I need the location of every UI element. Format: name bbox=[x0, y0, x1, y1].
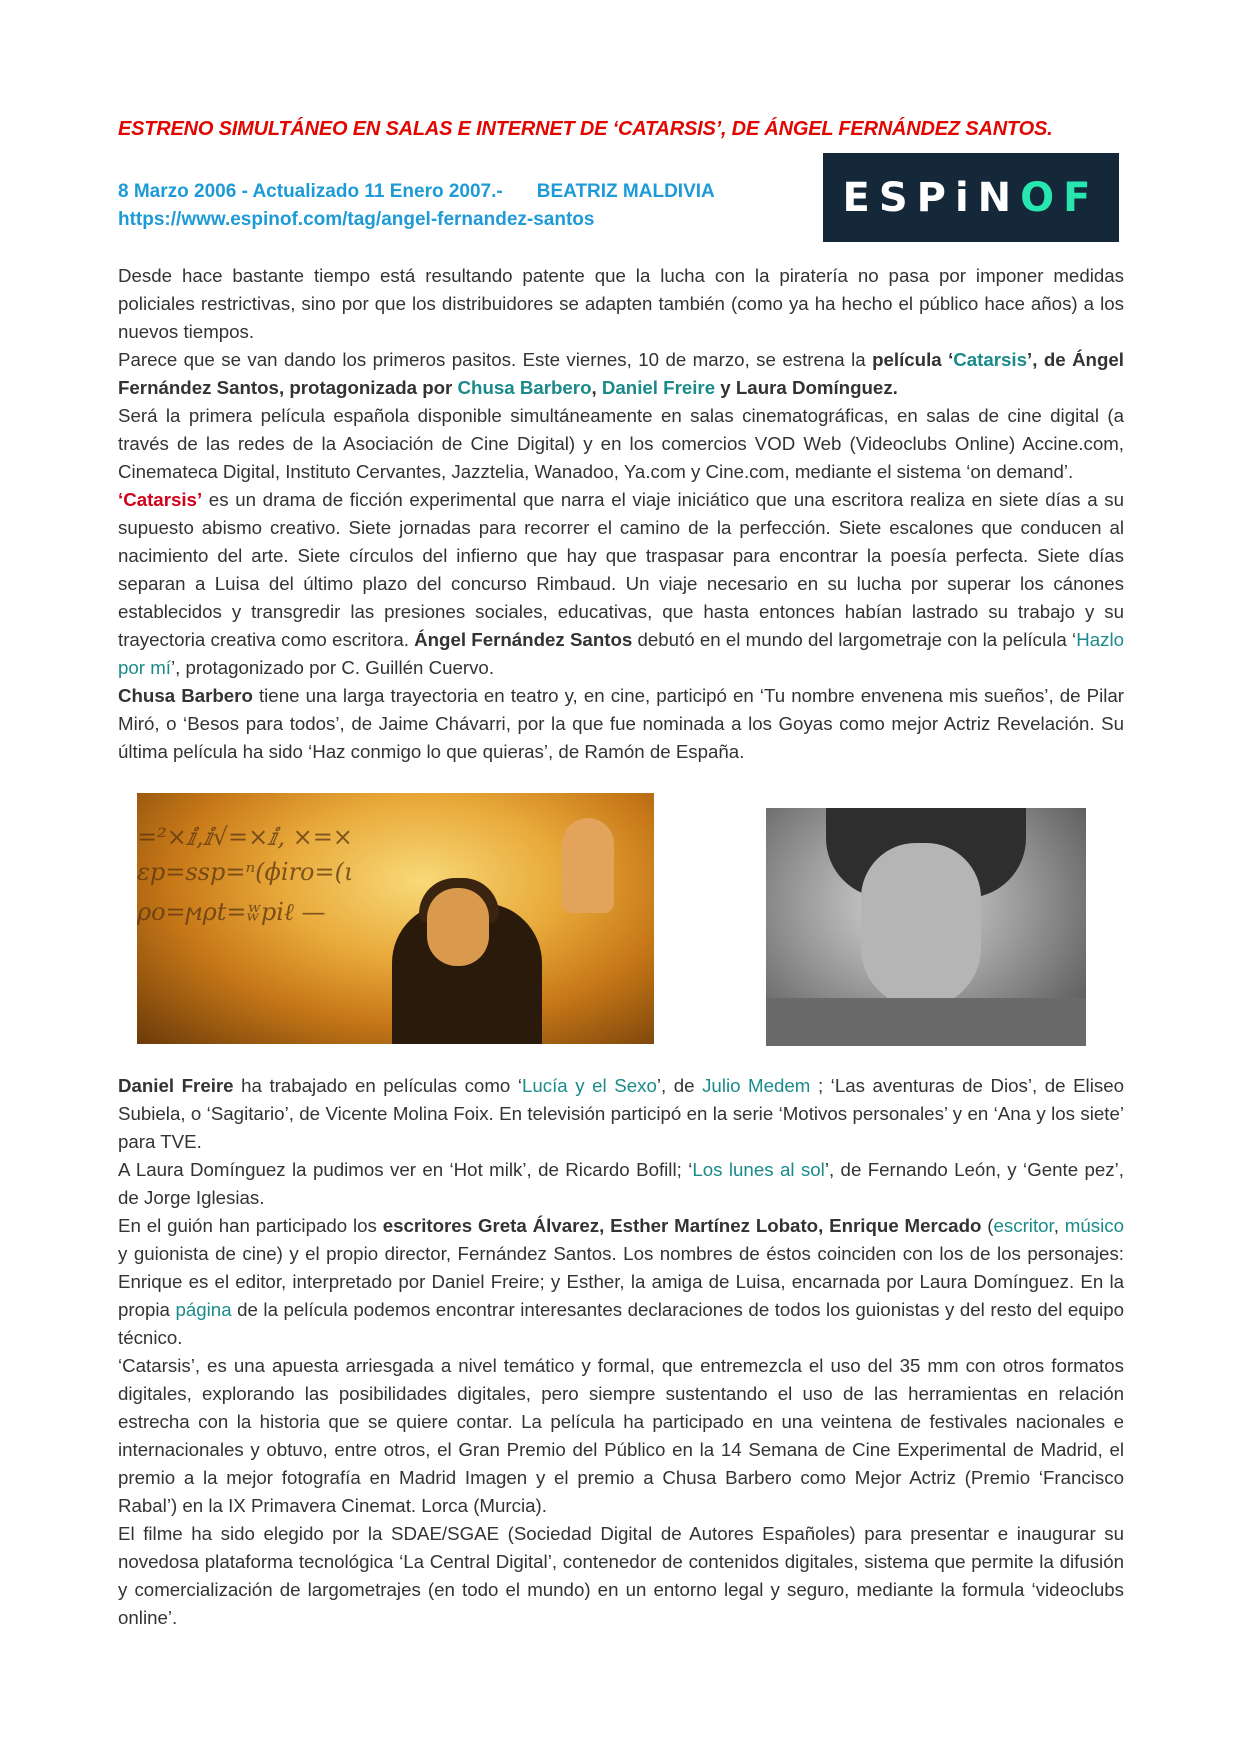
article-author: BEATRIZ MALDIVIA bbox=[536, 181, 715, 202]
paragraph-4: ‘Catarsis’ es un drama de ficción experimental que narra el viaje iniciático que una escritora realiza en siete días a su supuesto abismo creativo. Siete jornadas para recorrer el camino de la perfección. Siete escalones que conducen al nacimiento del arte. Siete círculos del infierno que hay que traspasar para encontrar la poesía perfecta. Siete días separan a Luisa del último plazo del concurso Rimbaud. Un viaje necesario en su lucha por superar los cánones establecidos y transgredir las presiones sociales, educativas, que hasta entonces habían lastrado su trabajo y su trayectoria creativa como escritora. Ángel Fernández Santos debutó en el mundo del largometraje con la película ‘Hazlo por mí’, protagonizado por C. Guillén Cuervo. bbox=[118, 489, 1124, 678]
logo-text-white: ESPiN bbox=[842, 174, 1021, 221]
link-musico[interactable]: músico bbox=[1064, 1215, 1124, 1236]
page-title: ESTRENO SIMULTÁNEO EN SALAS E INTERNET DE ‘CATARSIS’, DE ÁNGEL FERNÁNDEZ SANTOS. bbox=[118, 118, 1053, 140]
article-dates: 8 Marzo 2006 - Actualizado 11 Enero 2007.- bbox=[118, 181, 503, 202]
link-pagina[interactable]: página bbox=[175, 1299, 232, 1320]
portrait-image bbox=[766, 808, 1086, 1046]
catarsis-highlight: ‘Catarsis’ bbox=[118, 489, 203, 510]
source-url[interactable]: https://www.espinof.com/tag/angel-fernandez-santos bbox=[118, 209, 595, 230]
paragraph-10: El filme ha sido elegido por la SDAE/SGAE (Sociedad Digital de Autores Españoles) para presentar e inaugurar su novedosa plataforma tecnológica ‘La Central Digital’, contenedor de contenidos digitales, sistema que permite la difusión y comercialización de largometrajes (en todo el mundo) en un entorno legal y seguro, mediante la formula ‘videoclubs online’. bbox=[118, 1523, 1124, 1628]
link-lucia-y-el-sexo[interactable]: Lucía y el Sexo bbox=[521, 1075, 657, 1096]
paragraph-9: ‘Catarsis’, es una apuesta arriesgada a nivel temático y formal, que entremezcla el uso del 35 mm con otros formatos digitales, explorando las posibilidades digitales, pero siempre sustentando el uso de las herramientas en relación estrecha con la historia que se quiere contar. La película ha participado en una veintena de festivales nacionales e internacionales y obtuvo, entre otros, el Gran Premio del Público en la 14 Semana de Cine Experimental de Madrid, el premio a la mejor fotografía en Madrid Imagen y el premio a Chusa Barbero como Mejor Actriz (Premio ‘Francisco Rabal’) en la IX Primavera Cinemat. Lorca (Murcia). bbox=[118, 1355, 1124, 1516]
formula-line-1: =²×ⅈ,ⅈ√=×ⅈ, ×=× bbox=[137, 823, 353, 851]
paragraph-2: Parece que se van dando los primeros pasitos. Este viernes, 10 de marzo, se estrena la película ‘Catarsis’, de Ángel Fernández Santos, protagonizada por Chusa Barbero, Daniel Freire y Laura Domínguez. bbox=[118, 349, 1124, 398]
espinof-logo bbox=[823, 153, 1119, 242]
formula-line-2: ɛp=ssp=ⁿ(ϕiro=(ι bbox=[137, 858, 354, 886]
article-meta bbox=[118, 178, 715, 234]
paragraph-3: Será la primera película española disponible simultáneamente en salas cinematográficas, en salas de cine digital (a través de las redes de la Asociación de Cine Digital) y en los comercios VOD Web (Videoclubs Online) Accine.com, Cinemateca Digital, Instituto Cervantes, Jazztelia, Wanadoo, Ya.com y Cine.com, mediante el sistema ‘on demand’. bbox=[118, 405, 1124, 482]
link-escritor[interactable]: escritor bbox=[993, 1215, 1054, 1236]
article-body-bottom bbox=[118, 1072, 1124, 1632]
figure-face bbox=[427, 888, 489, 966]
link-catarsis[interactable]: Catarsis bbox=[953, 349, 1028, 370]
paragraph-7: A Laura Domínguez la pudimos ver en ‘Hot milk’, de Ricardo Bofill; ‘Los lunes al sol’, de Fernando León, y ‘Gente pez’, de Jorge Iglesias. bbox=[118, 1159, 1124, 1208]
paragraph-1: Desde hace bastante tiempo está resultando patente que la lucha con la piratería no pasa por imponer medidas policiales restrictivas, sino por que los distribuidores se adapten también (como ya ha hecho el público hace años) a los nuevos tiempos. bbox=[118, 265, 1124, 342]
article-body-top bbox=[118, 262, 1124, 766]
portrait-face bbox=[861, 843, 981, 1008]
link-los-lunes-al-sol[interactable]: Los lunes al sol bbox=[692, 1159, 825, 1180]
figure-hand bbox=[562, 818, 614, 913]
formula-line-3: ρo=ϻρt=ʬpiℓ — bbox=[137, 898, 326, 926]
paragraph-8: En el guión han participado los escritores Greta Álvarez, Esther Martínez Lobato, Enrique Mercado (escritor, músico y guionista de cine) y el propio director, Fernández Santos. Los nombres de éstos coinciden con los de los personajes: Enrique es el editor, interpretado por Daniel Freire; y Esther, la amiga de Luisa, encarnada por Laura Domínguez. En la propia página de la película podemos encontrar interesantes declaraciones de todos los guionistas y del resto del equipo técnico. bbox=[118, 1215, 1124, 1348]
logo-text-green: OF bbox=[1020, 174, 1100, 221]
portrait-shirt bbox=[766, 998, 1086, 1046]
paragraph-5: Chusa Barbero tiene una larga trayectoria en teatro y, en cine, participó en ‘Tu nombre envenena mis sueños’, de Pilar Miró, o ‘Besos para todos’, de Jaime Chávarri, por la que fue nominada a los Goyas como mejor Actriz Revelación. Su última película ha sido ‘Haz conmigo lo que quieras’, de Ramón de España. bbox=[118, 685, 1124, 762]
link-julio-medem[interactable]: Julio Medem bbox=[702, 1075, 811, 1096]
link-chusa-barbero[interactable]: Chusa Barbero bbox=[457, 377, 592, 398]
film-still-image bbox=[137, 793, 654, 1044]
paragraph-6: Daniel Freire ha trabajado en películas como ‘Lucía y el Sexo’, de Julio Medem ; ‘Las aventuras de Dios’, de Eliseo Subiela, o ‘Sagitario’, de Vicente Molina Foix. En televisión participó en la serie ‘Motivos personales’ y en ‘Ana y los siete’ para TVE. bbox=[118, 1075, 1124, 1152]
link-hazlo-por-mi[interactable]: Hazlo por mí bbox=[118, 629, 1124, 678]
link-daniel-freire[interactable]: Daniel Freire bbox=[601, 377, 716, 398]
